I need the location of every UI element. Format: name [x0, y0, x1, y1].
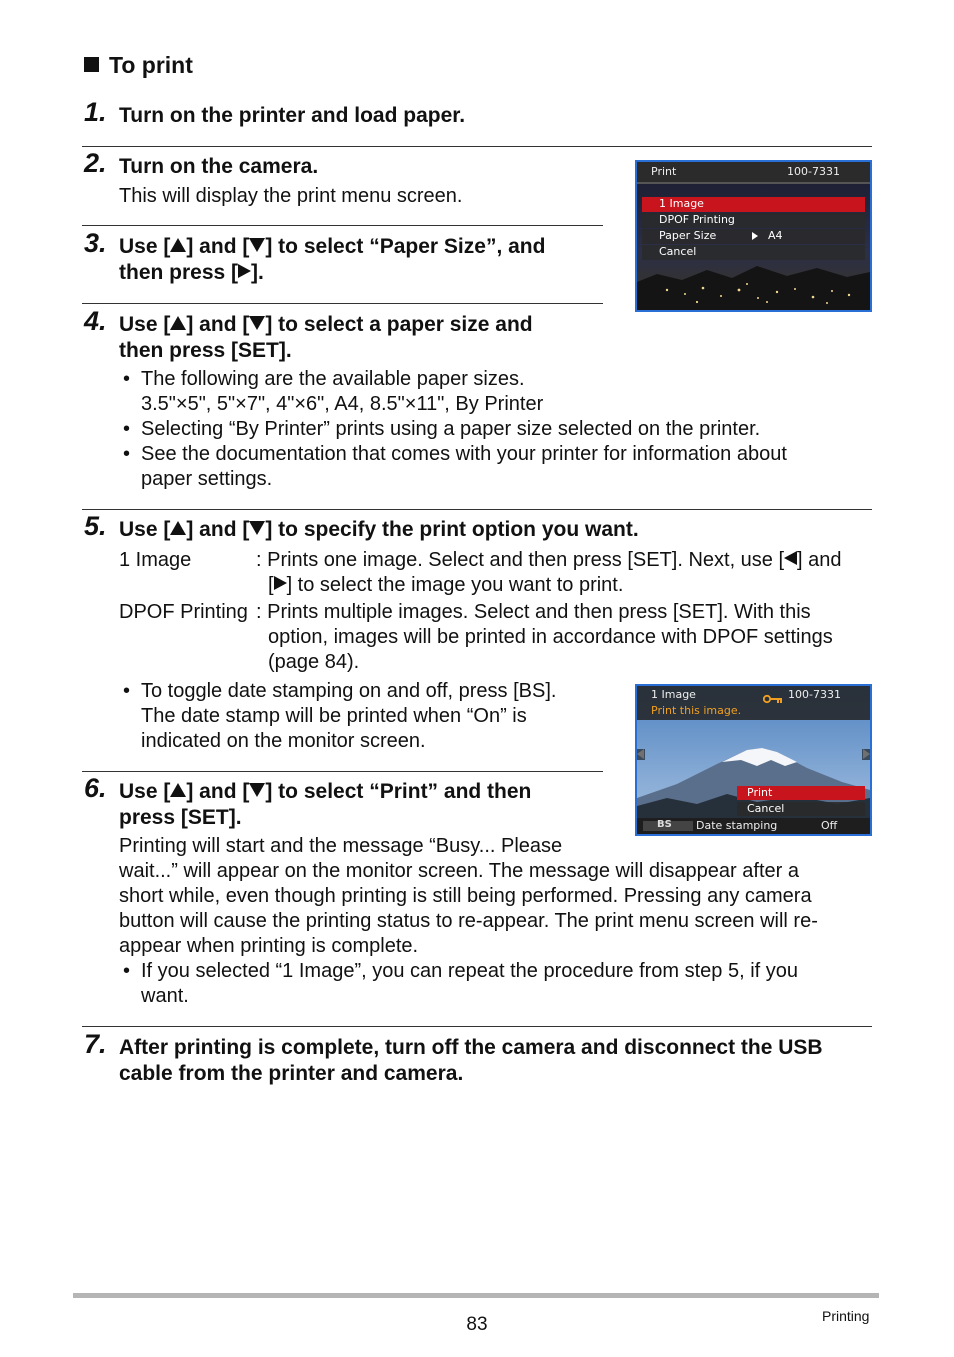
- bs-button-label: BS: [657, 819, 672, 830]
- section-title: To print: [84, 52, 193, 79]
- camera-1-image-screen: [635, 684, 872, 836]
- step-6-para-line-5: appear when printing is complete.: [119, 935, 419, 957]
- right-arrow-icon: [274, 576, 287, 590]
- step-3-heading-line-1: Use [ ] and [ ] to select “Paper Size”, and: [119, 235, 546, 258]
- step-3-heading-line-2: then press [ ].: [119, 261, 264, 284]
- menu-item-cancel[interactable]: Cancel: [659, 245, 697, 258]
- menu-item-dpof-printing[interactable]: DPOF Printing: [659, 213, 735, 226]
- step-1-heading: Turn on the printer and load paper.: [119, 104, 466, 127]
- key-protect-icon: [763, 689, 783, 699]
- step-7-number: 7.: [84, 1029, 107, 1059]
- step-4-bullet-3-cont: paper settings.: [141, 468, 273, 490]
- screen-title: Print: [651, 165, 677, 178]
- step-7-heading-line-1: After printing is complete, turn off the camera and disconnect the USB: [119, 1036, 823, 1059]
- step-6-heading-line-1: Use [ ] and [ ] to select “Print” and then: [119, 780, 532, 803]
- date-stamping-value: Off: [821, 819, 838, 832]
- footer-rule: [73, 1293, 879, 1298]
- screen-title: 1 Image: [651, 688, 696, 701]
- up-arrow-icon: [170, 783, 186, 797]
- step-6-para-line-2: wait...” will appear on the monitor screen. The message will disappear after a: [119, 860, 799, 882]
- file-number: 100-7331: [787, 165, 840, 178]
- step-5-heading: Use [ ] and [ ] to specify the print option you want.: [119, 518, 639, 541]
- menu-item-paper-size[interactable]: Paper Size: [659, 229, 717, 242]
- step-4-heading-line-2: then press [SET].: [119, 339, 292, 362]
- divider: [82, 225, 603, 226]
- footer-section-label: Printing: [822, 1308, 870, 1324]
- step-4-bullet-2: • Selecting “By Printer” prints using a paper size selected on the printer.: [123, 418, 761, 440]
- menu-item-cancel[interactable]: Cancel: [747, 802, 785, 815]
- menu-item-1-image[interactable]: 1 Image: [659, 197, 704, 210]
- step-5-number: 5.: [84, 511, 107, 541]
- step-6-number: 6.: [84, 773, 107, 803]
- divider: [82, 146, 872, 147]
- step-6-para-line-4: button will cause the printing status to re-appear. The print menu screen will re-: [119, 910, 818, 932]
- option-1-image-desc-line-2: [ ] to select the image you want to print.: [268, 574, 624, 596]
- step-4-bullet-3: • See the documentation that comes with your printer for information about: [123, 443, 787, 465]
- step-5-bullet-1-cont-1: The date stamp will be printed when “On” is: [141, 705, 527, 727]
- step-4-heading-line-1: Use [ ] and [ ] to select a paper size and: [119, 313, 533, 336]
- up-arrow-icon: [170, 238, 186, 252]
- square-bullet-icon: [84, 57, 99, 72]
- menu-item-print[interactable]: Print: [747, 786, 773, 799]
- step-5-bullet-1-cont-2: indicated on the monitor screen.: [141, 730, 426, 752]
- step-6-para-line-1: Printing will start and the message “Busy... Please: [119, 835, 563, 857]
- right-arrow-icon: [238, 264, 251, 278]
- down-arrow-icon: [249, 238, 265, 252]
- step-2-body: This will display the print menu screen.: [119, 185, 463, 207]
- screen-subtitle: Print this image.: [651, 704, 742, 717]
- option-dpof-desc-line-1: : Prints multiple images. Select and then press [SET]. With this: [256, 601, 811, 623]
- divider: [82, 509, 872, 510]
- down-arrow-icon: [249, 316, 265, 330]
- up-arrow-icon: [170, 316, 186, 330]
- option-1-image-label: 1 Image: [119, 549, 192, 571]
- step-4-bullet-1: • The following are the available paper sizes.: [123, 368, 525, 390]
- step-2-heading: Turn on the camera.: [119, 155, 319, 178]
- camera-print-menu-screen: [635, 160, 872, 312]
- step-3-number: 3.: [84, 228, 107, 258]
- down-arrow-icon: [249, 521, 265, 535]
- step-1-number: 1.: [84, 97, 107, 127]
- step-6-heading-line-2: press [SET].: [119, 806, 242, 829]
- step-2-number: 2.: [84, 148, 107, 178]
- paper-size-value: A4: [768, 229, 783, 242]
- up-arrow-icon: [170, 521, 186, 535]
- step-7-heading-line-2: cable from the printer and camera.: [119, 1062, 464, 1085]
- divider: [82, 303, 603, 304]
- step-6-para-line-3: short while, even though printing is still being performed. Pressing any camera: [119, 885, 812, 907]
- step-5-bullet-1: • To toggle date stamping on and off, press [BS].: [123, 680, 557, 702]
- step-4-number: 4.: [84, 306, 107, 336]
- option-dpof-desc-line-3: (page 84).: [268, 651, 360, 673]
- left-arrow-icon: [784, 551, 797, 565]
- divider: [82, 1026, 872, 1027]
- page-number: 83: [466, 1314, 488, 1335]
- step-6-bullet-1: • If you selected “1 Image”, you can repeat the procedure from step 5, if you: [123, 960, 799, 982]
- file-number: 100-7331: [788, 688, 841, 701]
- option-dpof-label: DPOF Printing: [119, 601, 248, 623]
- option-1-image-desc-line-1: : Prints one image. Select and then press [SET]. Next, use [ ] and: [256, 549, 842, 571]
- step-4-paper-sizes: 3.5"×5", 5"×7", 4"×6", A4, 8.5"×11", By Printer: [141, 393, 544, 415]
- divider: [82, 771, 603, 772]
- option-dpof-desc-line-2: option, images will be printed in accordance with DPOF settings: [268, 626, 833, 648]
- step-6-bullet-1-cont: want.: [141, 985, 189, 1007]
- down-arrow-icon: [249, 783, 265, 797]
- date-stamping-label: Date stamping: [696, 819, 778, 832]
